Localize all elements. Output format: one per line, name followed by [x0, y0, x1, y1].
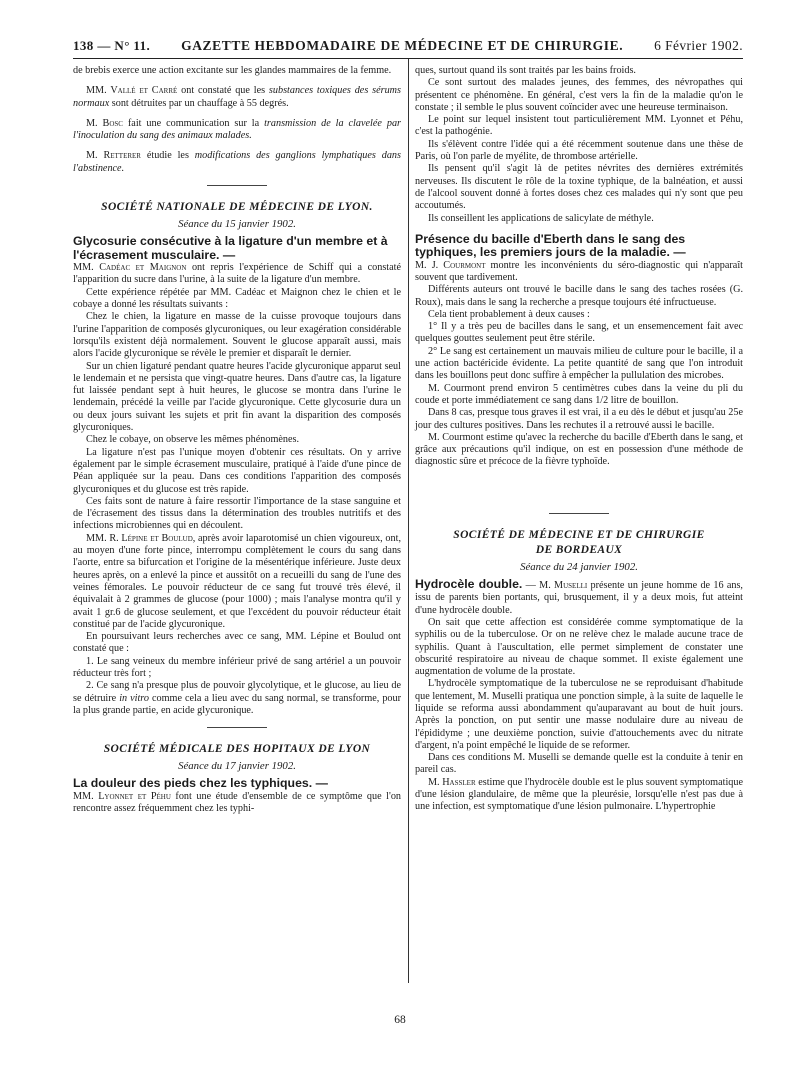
- author-names: MM. Cadéac et Maignon: [73, 262, 187, 274]
- session-date: Séance du 17 janvier 1902.: [178, 760, 296, 773]
- left-column: [73, 65, 401, 815]
- page-reference: 138 — N° 11.: [73, 38, 151, 53]
- paragraph: MM. R. Lépine et Boulud, après avoir laparotomisé un chien vigoureux, ont, au moyen d'une forte pince, interrompu complètement le cours du sang dans l'aorte, entre sa bifurcation et l'origine de la mésentérique inférieure. Juste deux heures après, on a enlevé la pince et aussitôt on a recueilli du sang de l'une des veines fémorales. Le pouvoir réducteur de ce sang fut trouvé très élevé, il équivalait à 2 grammes de glucose (pour 1000) ; mais l'analyse montra qu'il y avait 1 gr.6 de glucose seulement, et que l'excédent du pouvoir réducteur était constitué par de l'acide glycuronique.: [73, 532, 401, 630]
- author-names: M. Hassler: [428, 776, 476, 788]
- right-column: [415, 65, 743, 815]
- paragraph: Ces faits sont de nature à faire ressortir l'importance de la stase sanguine et de l'écrasement des tissus dans la détermination des troubles nutritifs et des infections microbiennes qui en découlent.: [73, 495, 401, 532]
- paragraph: Différents auteurs ont trouvé le bacille dans le sang des taches rosées (G. Roux), mais dans le sang la recherche a presque toujours été infructueuse.: [415, 284, 743, 308]
- paragraph: Le point sur lequel insistent tout particulièrement MM. Lyonnet et Péhu, c'est la pathogénie.: [415, 114, 743, 138]
- author-names: MM. R. Lépine et Boulud: [86, 532, 193, 544]
- paragraph: M. Hassler estime que l'hydrocèle double est le plus souvent symptomatique d'une lésion glandulaire, de même que la pleurésie, lorsqu'elle n'est pas due à une infection, est symptomatique d'une lésion pulmonaire. L'hypertrophie: [415, 776, 743, 813]
- paragraph: M. Courmont estime qu'avec la recherche du bacille d'Eberth dans le sang, et grâce aux précautions qu'il indique, on est en possession d'une méthode de diagnostic sûre et précoce de la fièvre typhoïde.: [415, 431, 743, 468]
- paragraph: 2° Le sang est certainement un mauvais milieu de culture pour le bacille, il a une action bactéricide évidente. La petite quantité de sang que l'on introduit dans les bouillons peut donc suffire à empêcher la pullulation des microbes.: [415, 345, 743, 382]
- paragraph: MM. Cadéac et Maignon ont repris l'expérience de Schiff qui a constaté l'apparition du sucre dans l'urine, à la suite de la ligature d'un membre.: [73, 262, 401, 286]
- author-names: — M. Muselli: [522, 580, 588, 592]
- paragraph: Cela tient probablement à deux causes :: [428, 308, 590, 320]
- section-divider: [549, 513, 609, 514]
- paragraph: En poursuivant leurs recherches avec ce sang, MM. Lépine et Boulud ont constaté que :: [73, 631, 401, 655]
- paragraph: 2. Ce sang n'a presque plus de pouvoir glycolytique, et le glucose, au lieu de se détruire in vitro comme cela a lieu avec du sang normal, se transforme, pour la plus grande partie, en acide glycuronique.: [73, 680, 401, 716]
- journal-title: GAZETTE HEBDOMADAIRE DE MÉDECINE ET DE CHIRURGIE.: [181, 38, 624, 53]
- society-heading: SOCIÉTÉ NATIONALE DE MÉDECINE DE LYON.: [101, 201, 373, 214]
- article-title: Glycosurie consécutive à la ligature d'un membre et à l'écrasement musculaire. —: [73, 234, 388, 262]
- running-header: [73, 38, 743, 59]
- text-columns: [73, 65, 743, 815]
- section-divider: [207, 185, 267, 186]
- author-names: M. Retterer: [86, 150, 141, 162]
- section-divider: [207, 727, 267, 728]
- paragraph: Sur un chien ligaturé pendant quatre heures l'acide glycuronique apparut seul le lendemain et ne persista que vingt-quatre heures. Dans d'autre cas, la ligature fut laissée pendant sept à huit heures, le glucose se montra dans l'urine le lendemain, précédé la veille par l'acide glycuronique. Cette glycosurie dura un ou deux jours suivant les sujets et prit fin avant la disparition des composés glycuroniques.: [73, 360, 401, 434]
- society-heading: SOCIÉTÉ MÉDICALE DES HOPITAUX DE LYON: [103, 743, 371, 756]
- paragraph: 1. Le sang veineux du membre inférieur privé de sang artériel a un pouvoir réducteur très fort ;: [73, 655, 401, 679]
- paragraph: Ils s'élèvent contre l'idée qui a été récemment soutenue dans une thèse de Paris, où l'on parle de myélite, de thrombose artérielle.: [415, 138, 743, 163]
- article-title: La douleur des pieds chez les typhiques. —: [73, 776, 328, 791]
- issue-date: 6 Février 1902.: [654, 38, 743, 53]
- paragraph: M. Bosc fait une communication sur la transmission de la clavelée par l'inoculation du sang des animaux malades.: [73, 117, 401, 142]
- paragraph: Dans ces conditions M. Muselli se demande quelle est la conduite à tenir en pareil cas.: [415, 752, 743, 776]
- paragraph: Ils pensent qu'il s'agit là de petites névrites des dernières extrémités nerveuses. Ils discutent le rôle de la toxine typhique, de la balnéation, et aussi de l'alcool souvent donné à fortes doses chez ces malades qui n'y sont que peu accoutumés.: [415, 163, 743, 212]
- session-date: Séance du 15 janvier 1902.: [178, 218, 296, 231]
- paragraph: Ce sont surtout des malades jeunes, des femmes, des névropathes qui présentent ce phénomène. En général, c'est vers la fin de la maladie qu'on le constate ; il semble le plus souvent coïncider avec une heureuse terminaison.: [415, 77, 743, 113]
- paragraph: L'hydrocèle symptomatique de la tuberculose ne se reproduisant d'habitude que lentement, M. Muselli pratiqua une ponction simple, à la suite de laquelle le liquide se reforma aussi abondamment qu'auparavant au bout de huit jours. Après la ponction, on put sentir une masse nodulaire dure au niveau de l'épididyme ; une deuxième ponction, suivie d'attouchements avec du nitrate d'argent, n'a point empêché le liquide de se reformer.: [415, 678, 743, 751]
- paragraph: M. J. Courmont montre les inconvénients du séro-diagnostic qui n'apparaît souvent que tardivement.: [415, 259, 743, 283]
- author-names: M. Bosc: [86, 117, 123, 129]
- paragraph: Chez le cobaye, on observe les mêmes phénomènes.: [86, 434, 300, 446]
- article-title: Présence du bacille d'Eberth dans le sang des typhiques, les premiers jours de la maladie. —: [415, 231, 686, 260]
- author-names: MM. Vallé et Carré: [86, 85, 178, 97]
- paragraph: MM. Lyonnet et Péhu font une étude d'ensemble de ce symptôme que l'on rencontre assez fréquemment chez les typhi-: [73, 790, 402, 815]
- article-title: Hydrocèle double.: [415, 577, 523, 592]
- page-number: 68: [394, 1014, 406, 1026]
- society-heading: SOCIÉTÉ DE MÉDECINE ET DE CHIRURGIE DE BORDEAUX: [453, 528, 705, 556]
- paragraph: 1° Il y a très peu de bacilles dans le sang, et un ensemencement fait avec quelques gouttes seulement peut être stérile.: [415, 321, 743, 345]
- paragraph: Hydrocèle double. — M. Muselli présente un jeune homme de 16 ans, issu de parents bien portants, qui, brusquement, il y a deux mois, fut atteint d'une hydrocèle double.: [415, 577, 743, 616]
- paragraph: M. Retterer étudie les modifications des ganglions lymphatiques dans l'abstinence.: [73, 150, 401, 174]
- paragraph: Chez le chien, la ligature en masse de la cuisse provoque toujours dans l'urine l'apparition de composés glycuroniques, ou leur exagération considérable lorsqu'ils existent déjà normalement. Souvent le glucose apparaît aussi, mais alors l'acide glycuronique se révèle le premier et disparaît le dernier.: [73, 311, 401, 360]
- paragraph: Ils conseillent les applications de salicylate de méthyle.: [428, 212, 654, 224]
- session-date: Séance du 24 janvier 1902.: [520, 560, 638, 573]
- paragraph: On sait que cette affection est considérée comme symptomatique de la syphilis ou de la tuberculose. Or on ne relève chez le malade aucune trace de syphilis. Quant à l'auscultation, elle permet simplement de constater une obscurité respiratoire au niveau de chaque sommet. Il existe également une augmentation de volume de la prostate.: [415, 616, 743, 678]
- paragraph: La ligature n'est pas l'unique moyen d'obtenir ces résultats. On y arrive également par le simple écrasement musculaire, pratiqué à l'aide d'une pince de Péan appliquée sur la peau. Dans ces conditions l'apparition des composés glycuroniques et du glucose est très rapide.: [73, 446, 401, 495]
- paragraph: ques, surtout quand ils sont traités par les bains froids.: [415, 65, 636, 76]
- paragraph: Cette expérience répétée par MM. Cadéac et Maignon chez le chien et le cobaye a donné les résultats suivants :: [73, 286, 401, 311]
- author-names: M. J. Courmont: [415, 259, 486, 271]
- paragraph: de brebis exerce une action excitante sur les glandes mammaires de la femme.: [73, 65, 392, 76]
- author-names: MM. Lyonnet et Péhu: [73, 790, 171, 802]
- paragraph: Dans 8 cas, presque tous graves il est vrai, il a eu dès le début et jusqu'au 25e jour des cultures positives. Dans les rechutes il a retrouvé aussi le bacille.: [415, 407, 743, 431]
- paragraph: M. Courmont prend environ 5 centimètres cubes dans la veine du pli du coude et porte immédiatement ce sang dans 1/2 litre de bouillon.: [415, 382, 743, 406]
- paragraph: MM. Vallé et Carré ont constaté que les substances toxiques des sérums normaux sont détruites par un chauffage à 55 degrés.: [73, 85, 401, 109]
